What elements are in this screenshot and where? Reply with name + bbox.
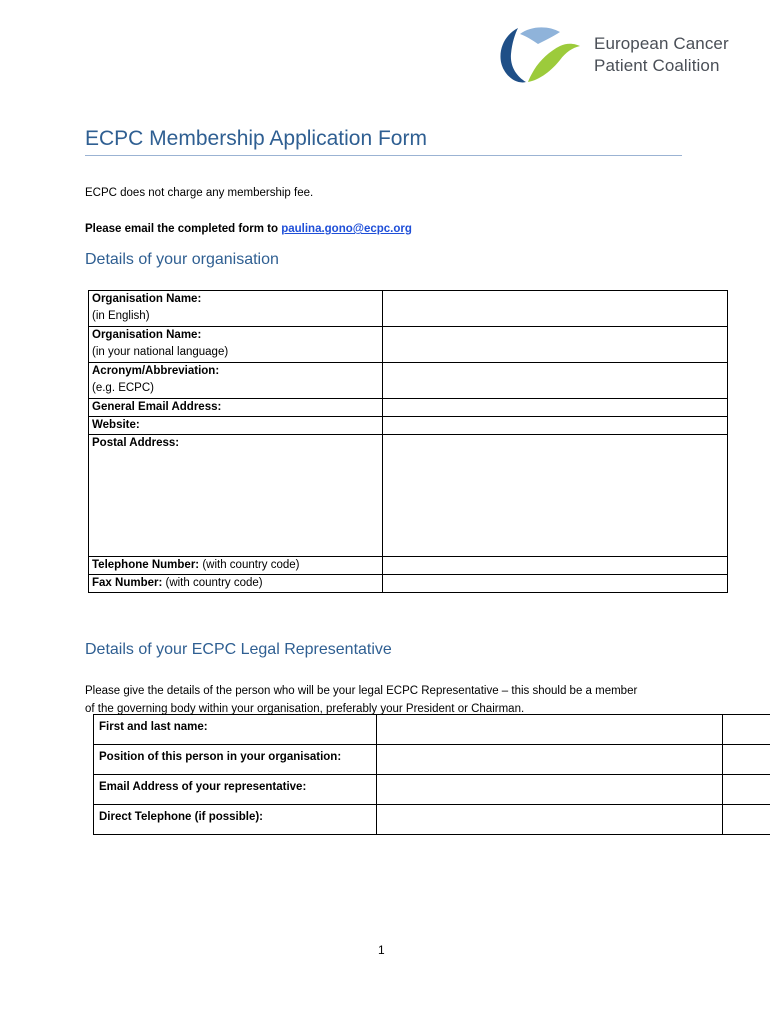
- field-label: Fax Number:: [92, 577, 163, 589]
- field-label: General Email Address:: [92, 401, 222, 413]
- field-note: (with country code): [199, 559, 300, 571]
- table-row: [89, 417, 728, 435]
- rep-details-table: [93, 714, 770, 835]
- title-divider: [85, 155, 682, 156]
- table-row: [89, 435, 728, 557]
- rep-name-extra-cell: [723, 715, 770, 745]
- rep-email-field[interactable]: [377, 775, 723, 805]
- postal-address-label: [89, 435, 383, 557]
- page-number: 1: [378, 943, 385, 957]
- field-note: (e.g. ECPC): [92, 382, 154, 394]
- website-field[interactable]: [383, 417, 728, 435]
- fax-field[interactable]: [383, 575, 728, 593]
- table-row: [89, 291, 728, 327]
- rep-telephone-field[interactable]: [377, 805, 723, 835]
- org-name-english-field[interactable]: [383, 291, 728, 327]
- contact-email-link[interactable]: paulina.gono@ecpc.org: [281, 223, 412, 235]
- rep-position-label: Position of this person in your organisation:: [94, 745, 377, 775]
- table-row: [94, 775, 770, 805]
- email-instruction-prefix: Please email the completed form to: [85, 223, 282, 235]
- rep-email-label: Email Address of your representative:: [94, 775, 377, 805]
- rep-section-heading: Details of your ECPC Legal Representative: [85, 641, 392, 658]
- org-section-heading: Details of your organisation: [85, 251, 279, 268]
- website-label: [89, 417, 383, 435]
- acronym-field[interactable]: [383, 363, 728, 399]
- rep-intro-line2: of the governing body within your organisation, preferably your President or Chairman.: [85, 703, 525, 715]
- logo-light-blue-arc: [520, 27, 560, 44]
- telephone-label: [89, 557, 383, 575]
- telephone-field[interactable]: [383, 557, 728, 575]
- page-title: ECPC Membership Application Form: [85, 127, 427, 150]
- field-label: Organisation Name:: [92, 293, 202, 305]
- rep-section-intro: [85, 682, 637, 718]
- logo-green-arc: [528, 44, 580, 82]
- ecpc-logo-icon: [496, 24, 582, 86]
- table-row: [94, 805, 770, 835]
- table-row: [94, 715, 770, 745]
- rep-name-field[interactable]: [377, 715, 723, 745]
- table-row: [89, 557, 728, 575]
- org-details-table: [88, 290, 728, 593]
- field-note: (with country code): [162, 577, 263, 589]
- field-note: (in English): [92, 310, 150, 322]
- logo-text-line1: European Cancer: [594, 34, 729, 53]
- rep-intro-line1: Please give the details of the person who will be your legal ECPC Representative – this should be a member: [85, 685, 638, 697]
- table-row: [89, 575, 728, 593]
- field-label: Acronym/Abbreviation:: [92, 365, 220, 377]
- rep-name-label: First and last name:: [94, 715, 377, 745]
- field-label: Website:: [92, 419, 140, 431]
- field-label: Telephone Number:: [92, 559, 200, 571]
- rep-telephone-label: Direct Telephone (if possible):: [94, 805, 377, 835]
- org-name-english-label: [89, 291, 383, 327]
- email-instruction: [85, 223, 412, 235]
- logo-navy-arc: [500, 28, 526, 82]
- general-email-field[interactable]: [383, 399, 728, 417]
- acronym-label: [89, 363, 383, 399]
- field-note: (in your national language): [92, 346, 229, 358]
- logo-text-line2: Patient Coalition: [594, 56, 720, 75]
- general-email-label: [89, 399, 383, 417]
- field-label: Organisation Name:: [92, 329, 202, 341]
- rep-telephone-extra-cell: [723, 805, 770, 835]
- table-row: [89, 327, 728, 363]
- org-name-national-field[interactable]: [383, 327, 728, 363]
- table-row: [89, 363, 728, 399]
- org-name-national-label: [89, 327, 383, 363]
- field-label: Postal Address:: [92, 437, 180, 449]
- rep-email-extra-cell: [723, 775, 770, 805]
- rep-position-extra-cell: [723, 745, 770, 775]
- table-row: [94, 745, 770, 775]
- rep-position-field[interactable]: [377, 745, 723, 775]
- fax-label: [89, 575, 383, 593]
- membership-fee-note: ECPC does not charge any membership fee.: [85, 187, 314, 199]
- postal-address-field[interactable]: [383, 435, 728, 557]
- table-row: [89, 399, 728, 417]
